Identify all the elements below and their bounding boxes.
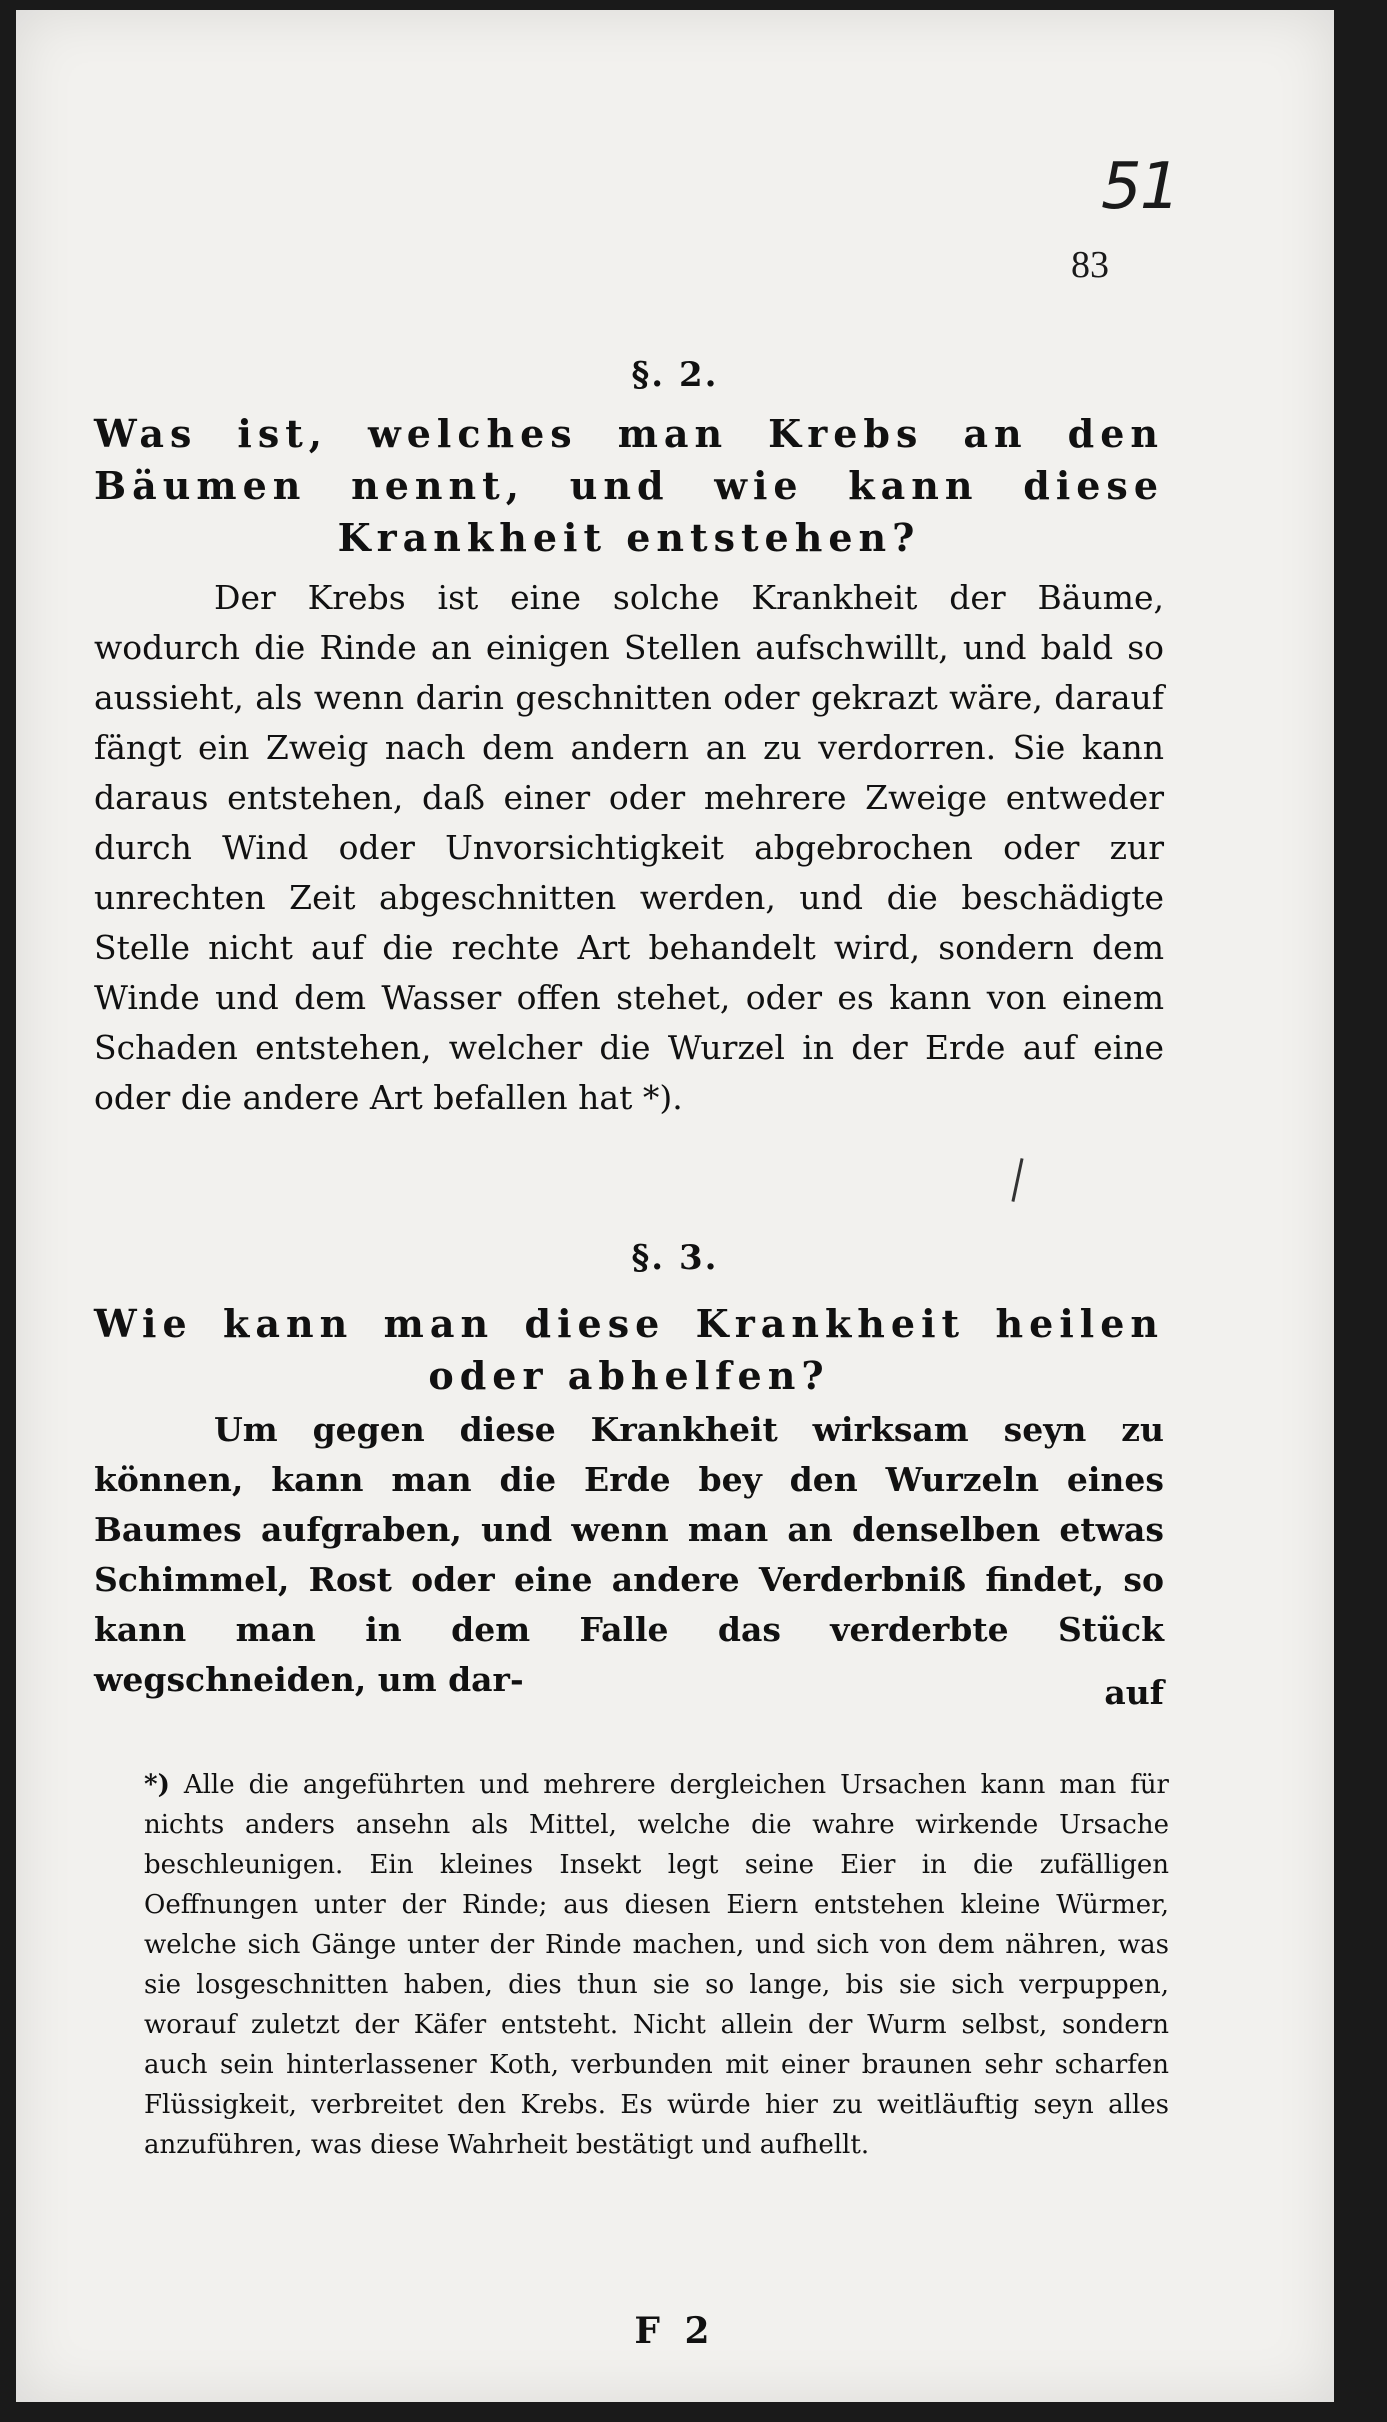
handwritten-folio-number: 51 bbox=[1101, 150, 1179, 224]
footnote-text: Alle die angeführten und mehrere dergleichen Ursachen kann man für nichts anders ansehn als Mittel, welche die wahre wirkende Ursache beschleunigen. Ein kleines Insekt legt seine Eier in die zufälligen Oeffnungen unter der Rinde; aus diesen Eiern entstehen kleine Würmer, welche sich Gänge unter der Rinde machen, und sich von dem nähren, was sie losgeschnitten haben, dies thun sie so lange, bis sie sich verpuppen, worauf zuletzt der Käfer entsteht. Nicht allein der Wurm selbst, sondern auch sein hinterlassener Koth, verbunden mit einer braunen sehr scharfen Flüssigkeit, verbreitet den Krebs. Es würde hier zu weitläuftig seyn alles anzuführen, was diese Wahrheit bestätigt und aufhellt. bbox=[144, 1770, 1169, 2160]
footnote bbox=[144, 1765, 1169, 2165]
section-3-heading: §. 3. bbox=[631, 1238, 719, 1278]
catchword: auf bbox=[1104, 1673, 1164, 1712]
pen-mark bbox=[1011, 1158, 1023, 1202]
section-2-body: Der Krebs ist eine solche Krankheit der Bäume, wodurch die Rinde an einigen Stellen aufschwillt, und bald so aussieht, als wenn darin geschnitten oder gekrazt wäre, darauf fängt ein Zweig nach dem andern an zu verdorren. Sie kann daraus entstehen, daß einer oder mehrere Zweige entweder durch Wind oder Unvorsichtigkeit abgebrochen oder zur unrechten Zeit abgeschnitten werden, und die beschädigte Stelle nicht auf die rechte Art behandelt wird, sondern dem Winde und dem Wasser offen stehet, oder es kann von einem Schaden entstehen, welcher die Wurzel in der Erde auf eine oder die andere Art befallen hat *). bbox=[94, 578, 1164, 1117]
section-2-question: Was ist, welches man Krebs an den Bäumen nennt, und wie kann diese Krankheit entstehen? bbox=[94, 411, 1164, 560]
section-2-heading: §. 2. bbox=[631, 355, 719, 395]
page-number: 83 bbox=[1071, 244, 1109, 286]
section-3-body: Um gegen diese Krankheit wirksam seyn zu können, kann man die Erde bey den Wurzeln eines Baumes aufgraben, und wenn man an denselben etwas Schimmel, Rost oder eine andere Verderbniß findet, so kann man in dem Falle das verderbte Stück wegschneiden, um dar- bbox=[94, 1410, 1164, 1699]
footnote-marker: *) bbox=[144, 1770, 170, 1800]
section-3-question: Wie kann man diese Krankheit heilen oder abhelfen? bbox=[94, 1301, 1164, 1398]
document-page bbox=[16, 10, 1334, 2402]
signature-mark: F 2 bbox=[634, 2310, 716, 2352]
